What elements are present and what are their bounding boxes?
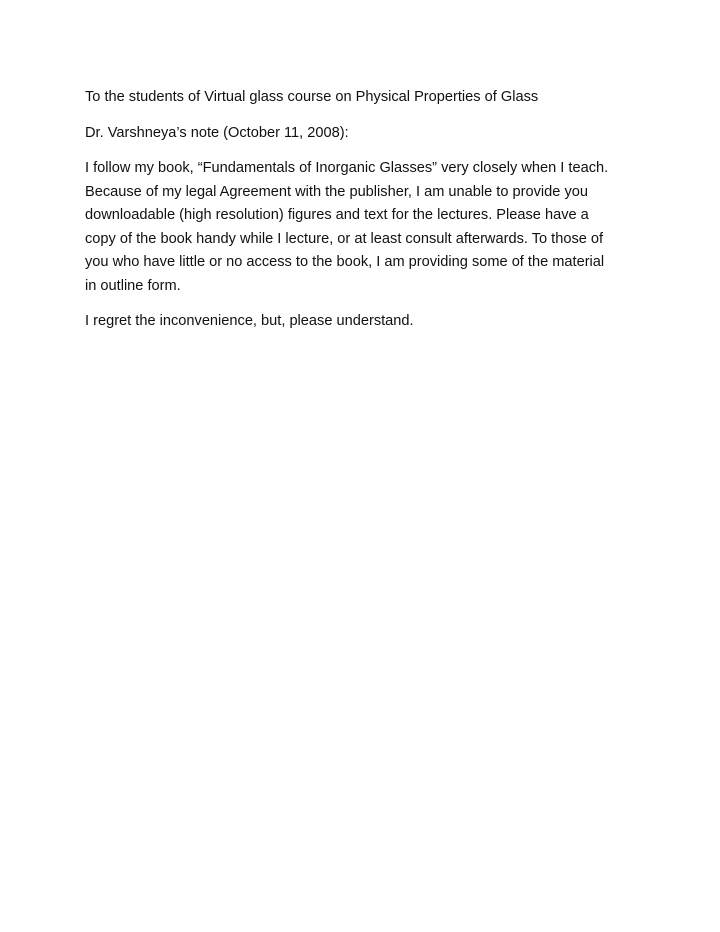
paragraph-line: I follow my book, “Fundamentals of Inorganic Glasses” very closely when I teach. — [85, 160, 609, 176]
main-paragraph — [85, 157, 645, 298]
note-paragraph: Dr. Varshneya’s note (October 11, 2008): — [85, 124, 349, 141]
paragraph-line: downloadable (high resolution) figures and text for the lectures. Please have a — [85, 207, 589, 223]
paragraph-line: Because of my legal Agreement with the publisher, I am unable to provide you — [85, 183, 588, 200]
paragraph-line: you who have little or no access to the book, I am providing some of the material — [85, 254, 605, 270]
paragraph-line: in outline form. — [85, 277, 181, 294]
heading-paragraph: To the students of Virtual glass course on Physical Properties of Glass — [85, 89, 539, 105]
document-body — [85, 86, 645, 346]
closing-paragraph: I regret the inconvenience, but, please understand. — [85, 313, 414, 329]
paragraph-line: copy of the book handy while I lecture, or at least consult afterwards. To those of — [85, 230, 604, 247]
